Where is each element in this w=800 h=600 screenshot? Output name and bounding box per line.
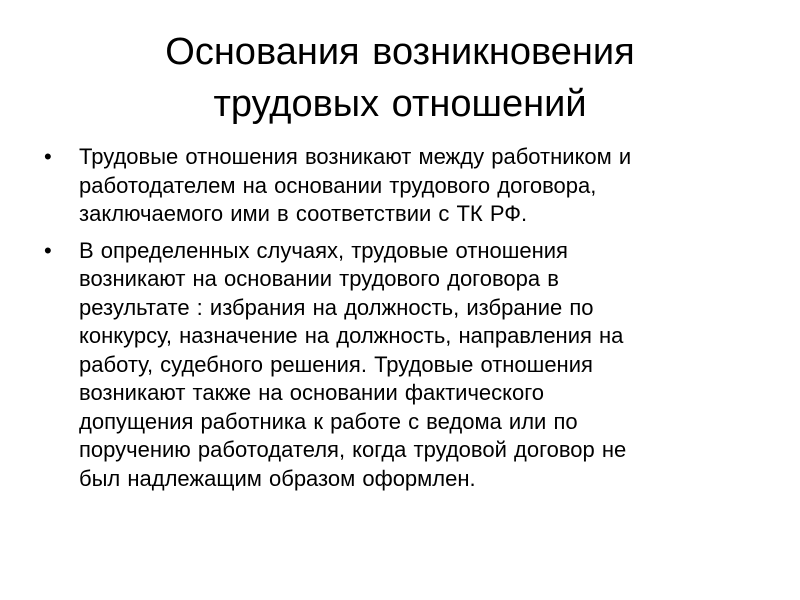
title-line-1: Основания возникновения: [165, 31, 635, 73]
bullet-2-line-1: В определенных случаях, трудовые отношения: [79, 237, 568, 263]
bullet-text-1: [79, 143, 756, 229]
bullet-2-line-3: результате : избрания на должность, избрание по: [79, 294, 594, 320]
bullet-text-2: [79, 237, 756, 494]
bullet-1-line-1: Трудовые отношения возникают между работником и: [79, 144, 632, 169]
bullet-2-line-7: допущения работника к работе с ведома или по: [79, 408, 578, 434]
bullet-list: [44, 143, 756, 501]
bullet-2-line-9: был надлежащим образом оформлен.: [79, 465, 476, 491]
bullet-item-2: [44, 237, 756, 494]
bullet-item-1: [44, 143, 756, 229]
bullet-1-line-2: работодателем на основании трудового договора,: [79, 172, 597, 198]
bullet-2-line-5: работу, судебного решения. Трудовые отношения: [79, 351, 593, 377]
bullet-2-line-4: конкурсу, назначение на должность, направления на: [79, 323, 624, 348]
bullet-2-line-8: поручению работодателя, когда трудовой договор не: [79, 437, 627, 462]
bullet-2-line-6: возникают также на основании фактического: [79, 380, 545, 405]
bullet-2-line-2: возникают на основании трудового договора в: [79, 266, 559, 291]
bullet-marker: •: [44, 237, 52, 263]
title-line-2: трудовых отношений: [213, 83, 587, 125]
bullet-marker: •: [44, 144, 52, 169]
slide-title: [40, 26, 760, 130]
bullet-1-line-3: заключаемого ими в соответствии с ТК РФ.: [79, 201, 528, 226]
